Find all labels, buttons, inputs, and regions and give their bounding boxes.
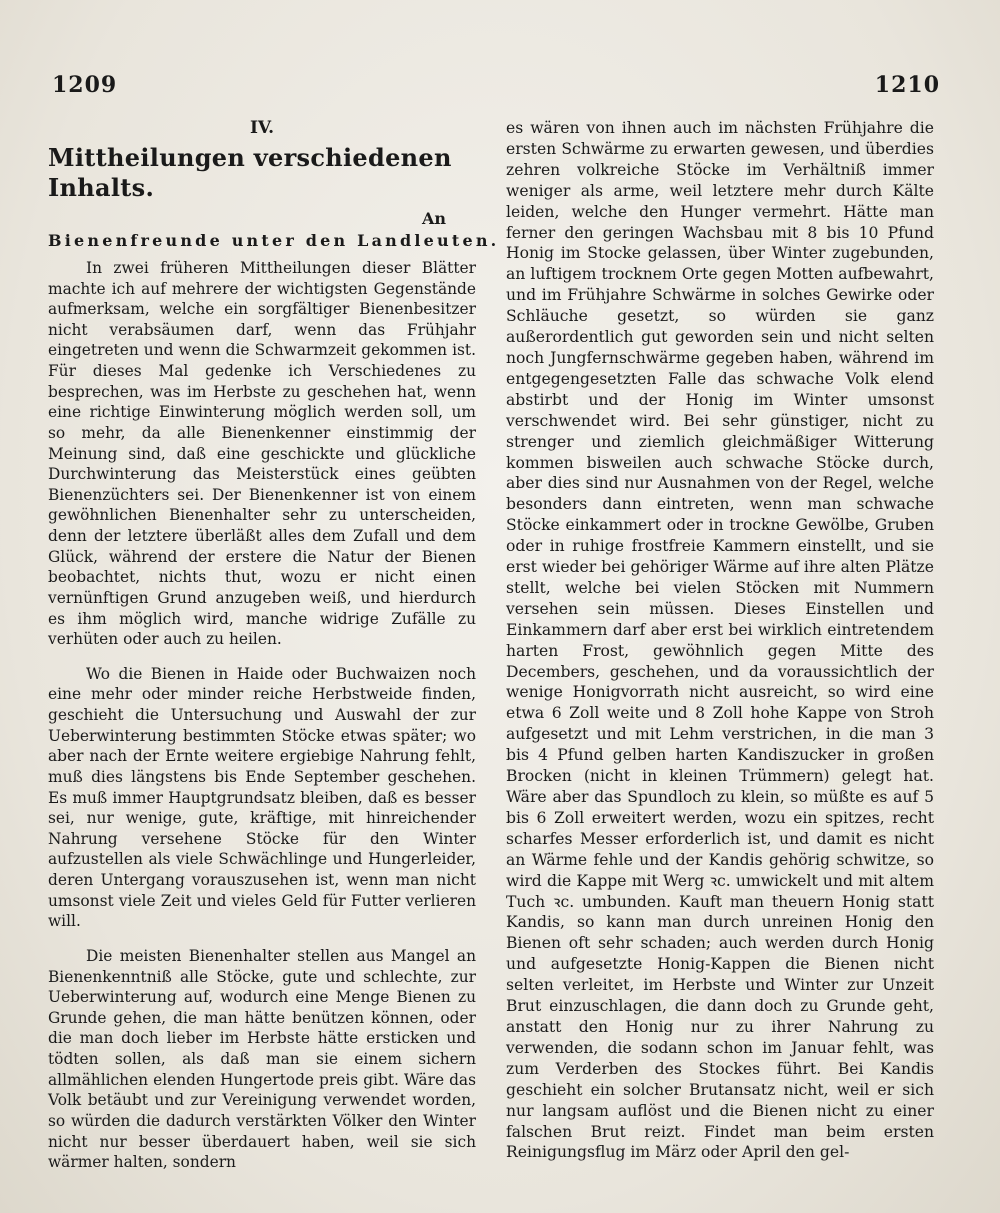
section-title: Mittheilungen verschiedenen Inhalts. — [48, 142, 452, 202]
section-number: IV. — [249, 118, 275, 138]
paragraph: Die meisten Bienenhalter stellen aus Mangel an Bienenkenntniß alle Stöcke, gute und schlechte, zur Ueberwinterung auf, wodurch eine Menge Bienen zu Grunde gehen, die man hätte benützen können, oder die man doch lieber im Herbste hätte ersticken und tödten sollen, als daß man sie einem sichern allmählichen elenden Hungertode preis gibt. Wäre das Volk betäubt und zur Vereinigung verwendet worden, so würden die dadurch verstärkten Völker den Winter nicht nur besser überdauert haben, weil sie sich wärmer halten, sondern — [48, 946, 476, 1172]
page-number-left: 1209 — [52, 72, 118, 98]
right-column — [506, 118, 934, 1163]
paragraph: es wären von ihnen auch im nächsten Frühjahre die ersten Schwärme zu erwarten gewesen, und überdies zehren volkreiche Stöcke im Verhältniß immer weniger als arme, weil letztere mehr durch Kälte leiden, welche den Hunger vermehrt. Hätte man ferner den geringen Wachsbau mit 8 bis 10 Pfund Honig im Stocke gelassen, über Winter zugebunden, an luftigem trocknem Orte gegen Motten aufbewahrt, und im Frühjahre Schwärme in solches Gewirke oder Schläuche gesetzt, so würden sie ganz außerordentlich gut geworden sein und nicht selten noch Jungfernschwärme gegeben haben, während im entgegengesetzten Falle das schwache Volk elend abstirbt und der Honig im Winter umsonst verschwendet wird. Bei sehr günstiger, nicht zu strenger und ziemlich gleichmäßiger Witterung kommen bisweilen auch schwache Stöcke durch, aber dies sind nur Ausnahmen von der Regel, welche besonders dann eintreten, wenn man schwache Stöcke einkammert oder in trockne Gewölbe, Gruben oder in ruhige frostfreie Kammern einstellt, und sie erst wieder bei gehöriger Wärme auf ihre alten Plätze stellt, welche bei vielen Stöcken mit Nummern versehen sein müssen. Dieses Einstellen und Einkammern darf aber erst bei wirklich eintretendem harten Frost, gewöhnlich gegen Mitte des Decembers, geschehen, und da voraussichtlich der wenige Honigvorrath nicht ausreicht, so wird eine etwa 6 Zoll weite und 8 Zoll hohe Kappe von Stroh aufgesetzt und mit Lehm verstrichen, in die man 3 bis 4 Pfund gelben harten Kandiszucker in großen Brocken (nicht in kleinen Trümmern) gelegt hat. Wäre aber das Spundloch zu klein, so müßte es auf 5 bis 6 Zoll erweitert werden, wozu ein spitzes, recht scharfes Messer erforderlich ist, und damit es nicht an Wärme fehle und der Kandis gehörig schwitze, so wird die Kappe mit Werg ꝛc. umwickelt und mit altem Tuch ꝛc. umbunden. Kauft man theuern Honig statt Kandis, so kann man durch unreinen Honig den Bienen oft sehr schaden; auch werden durch Honig und aufgesetzte Honig-Kappen die Bienen nicht selten verleitet, im Herbste und Winter zur Unzeit Brut einzuschlagen, die dann doch zu Grunde geht, anstatt den Honig nur zu ihrer Nahrung zu verwenden, die sodann schon im Januar fehlt, was zum Verderben des Stockes führt. Bei Kandis geschieht ein solcher Brutansatz nicht, weil er sich nur langsam auflöst und die Bienen nicht zu einer falschen Brut reizt. Findet man beim ersten Reinigungsflug im März oder April den gel- — [506, 119, 934, 1162]
paragraph-gap — [48, 650, 476, 664]
paragraph: Wo die Bienen in Haide oder Buchwaizen noch eine mehr oder minder reiche Herbstweide finden, geschieht die Untersuchung und Auswahl der zur Ueberwinterung bestimmten Stöcke etwas später; wo aber nach der Ernte weitere ergiebige Nahrung fehlt, muß dies längstens bis Ende September geschehen. Es muß immer Hauptgrundsatz bleiben, daß es besser sei, nur wenige, gute, kräftige, mit hinreichender Nahrung versehene Stöcke für den Winter aufzustellen als viele Schwächlinge und Hungerleider, deren Untergang vorauszusehen ist, wenn man nicht umsonst viele Zeit und vieles Geld für Futter verlieren will. — [48, 664, 476, 931]
page-number-right: 1210 — [874, 72, 940, 98]
subtitle-line: Bienenfreunde unter den Landleuten. — [48, 231, 500, 251]
paragraph: In zwei früheren Mittheilungen dieser Blätter machte ich auf mehrere der wichtigsten Gegenstände aufmerksam, welche ein sorgfältiger Bienenbesitzer nicht verabsäumen darf, wenn das Frühjahr eingetreten und wenn die Schwarmzeit gekommen ist. Für dieses Mal gedenke ich Verschiedenes zu besprechen, was im Herbste zu geschehen hat, wenn eine richtige Einwinterung möglich werden soll, um so mehr, da alle Bienenkenner einstimmig der Meinung sind, daß eine geschickte und glückliche Durchwinterung das Meisterstück eines geübten Bienenzüchters sei. Der Bienenkenner ist von einem gewöhnlichen Bienenhalter sehr zu unterscheiden, denn der letztere überläßt alles dem Zufall und dem Glück, während der erstere die Natur der Bienen beobachtet, nichts thut, wozu er nicht einen vernünftigen Grund anzugeben weiß, und hierdurch es ihm möglich wird, manche widrige Zufälle zu verhüten oder auch zu heilen. — [48, 258, 476, 649]
subtitle-an: An — [421, 208, 446, 228]
left-column — [48, 118, 500, 1173]
paragraph-gap — [48, 932, 476, 946]
